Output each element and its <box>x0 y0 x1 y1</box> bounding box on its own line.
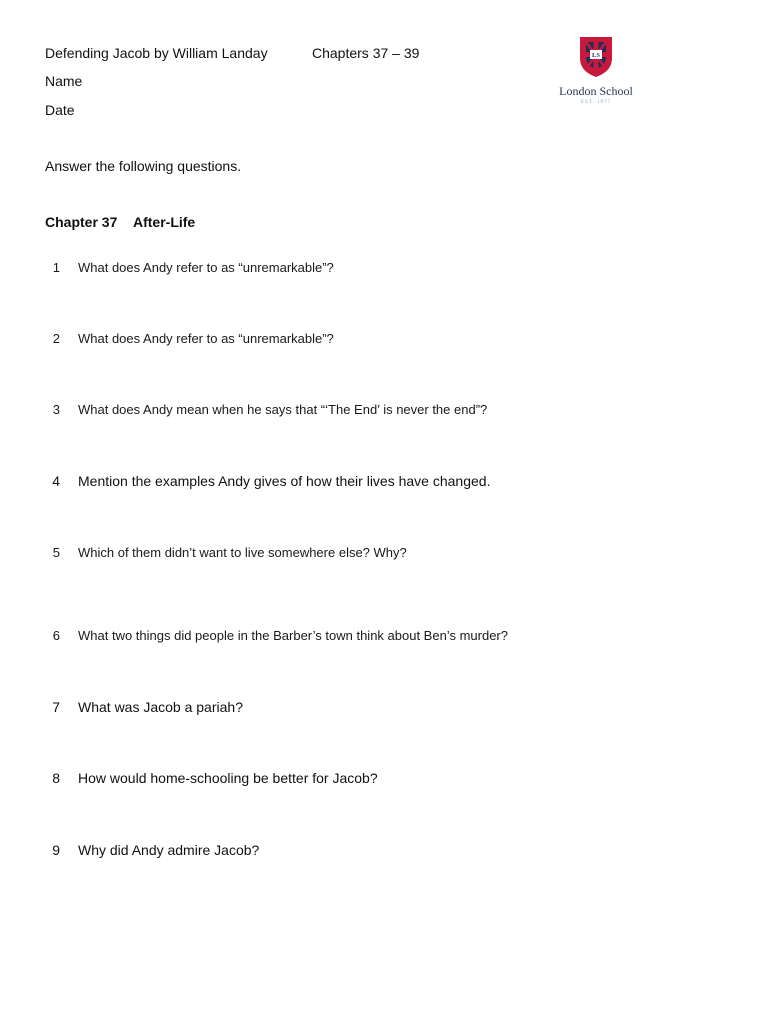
question-number: 8 <box>52 770 60 786</box>
question-text: What two things did people in the Barber’s town think about Ben’s murder? <box>78 628 508 643</box>
question-number: 7 <box>52 699 60 715</box>
chapter-title: After-Life <box>133 214 196 230</box>
question-text: What does Andy refer to as “unremarkable”? <box>78 331 334 346</box>
question-number: 4 <box>52 473 60 489</box>
question-number: 3 <box>52 402 60 417</box>
logo-est: EST. 1977 <box>580 100 612 105</box>
school-logo <box>556 34 636 114</box>
question-text: Why did Andy admire Jacob? <box>78 842 260 858</box>
question-text: What does Andy mean when he says that “‘The End’ is never the end”? <box>78 402 488 417</box>
question-number: 1 <box>52 260 60 275</box>
question-text: Which of them didn’t want to live somewhere else? Why? <box>78 545 407 560</box>
question-number: 6 <box>52 628 60 643</box>
question-number: 2 <box>52 331 60 346</box>
chapter-number: Chapter 37 <box>45 214 118 230</box>
name-label: Name <box>45 73 83 89</box>
question-number: 9 <box>52 842 60 858</box>
question-text: What does Andy refer to as “unremarkable”? <box>78 260 334 275</box>
question-text: How would home-schooling be better for Jacob? <box>78 770 378 786</box>
question-text: What was Jacob a pariah? <box>78 699 243 715</box>
date-label: Date <box>45 102 75 118</box>
shield-crest-icon <box>577 34 615 78</box>
logo-monogram: LS <box>592 52 600 59</box>
logo-name: London School <box>559 84 633 98</box>
book-title: Defending Jacob by William Landay <box>45 45 268 61</box>
question-text: Mention the examples Andy gives of how their lives have changed. <box>78 473 491 489</box>
chapters-label: Chapters 37 – 39 <box>312 45 420 61</box>
instructions: Answer the following questions. <box>45 158 242 174</box>
question-number: 5 <box>52 545 60 560</box>
